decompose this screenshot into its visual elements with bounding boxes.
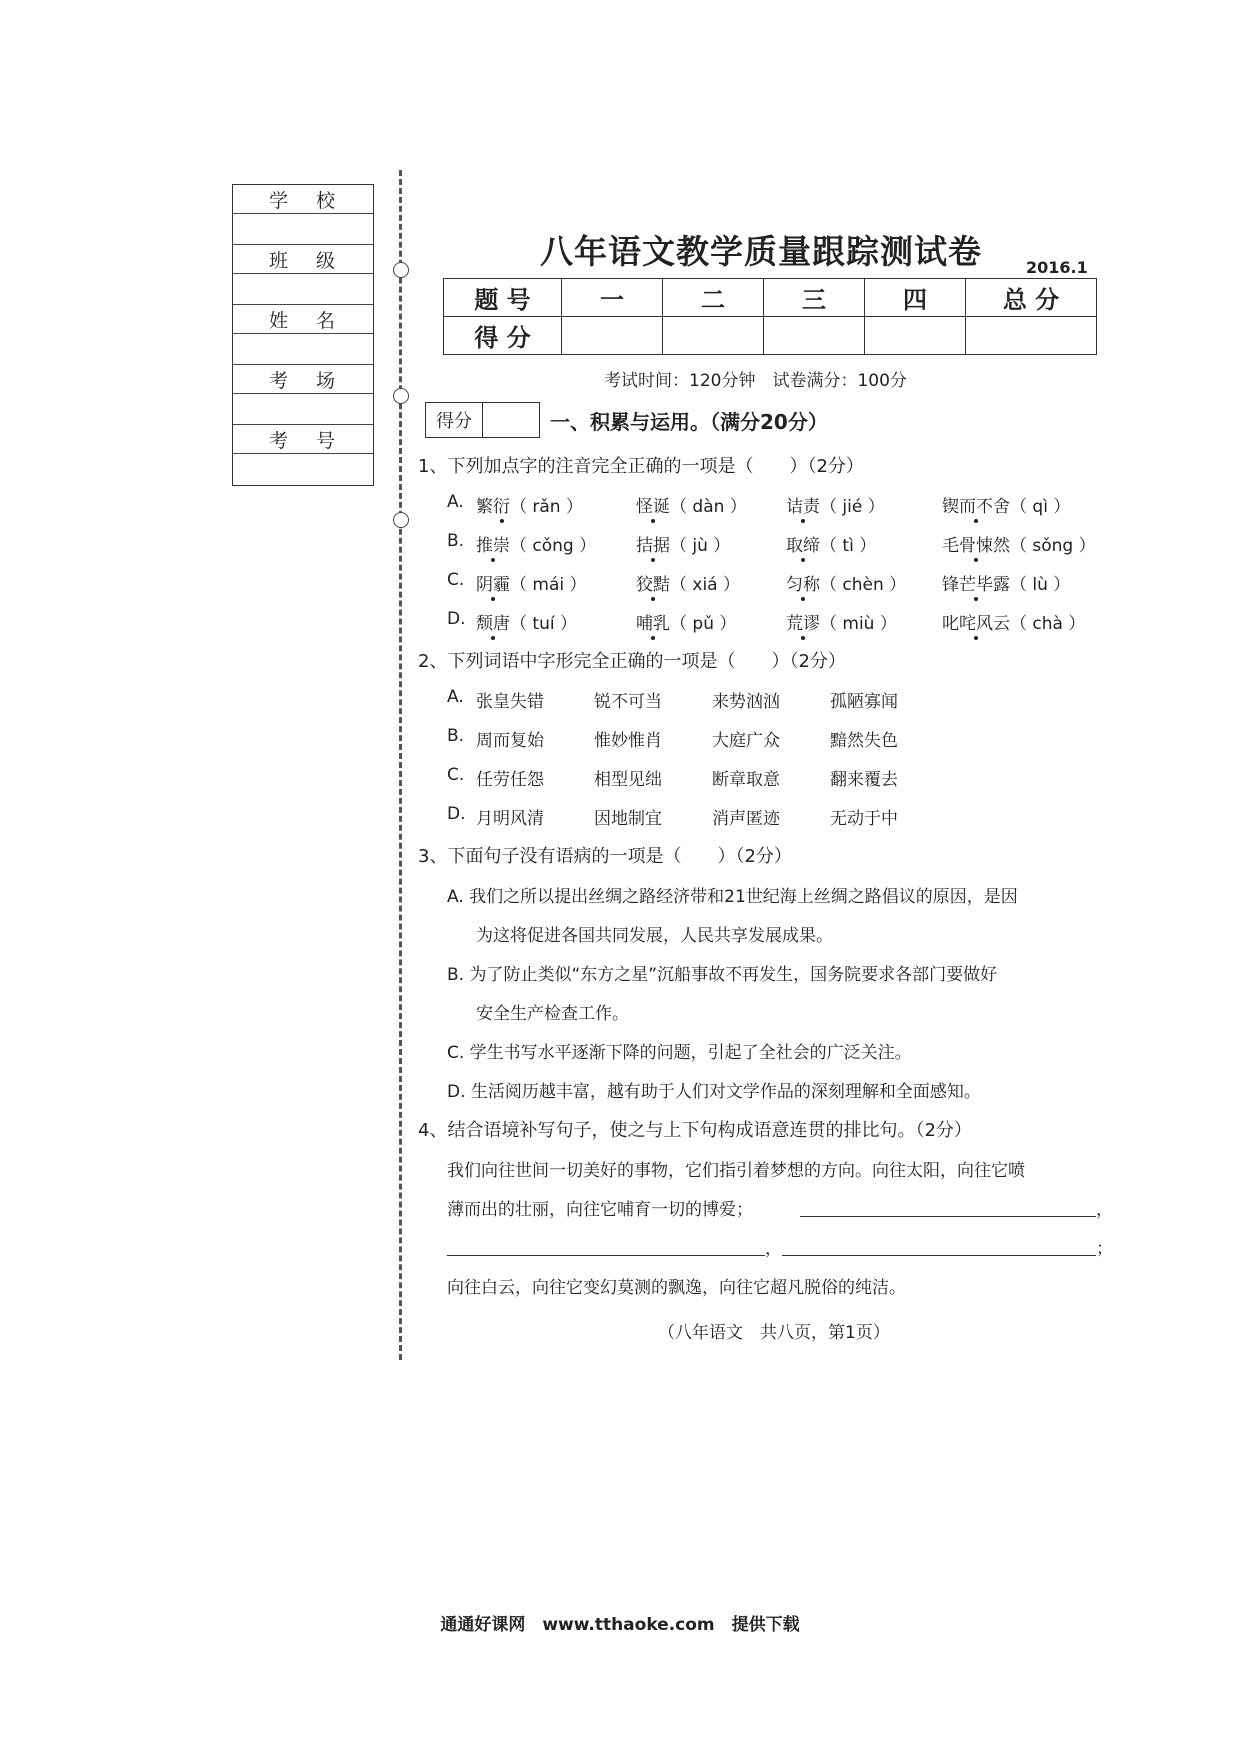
q1-option-c-letter: C. xyxy=(447,570,465,590)
q1-a2-text: 怪诞 xyxy=(636,497,670,517)
q1-b2-pinyin: （ jù ） xyxy=(670,536,731,556)
info-field-school[interactable] xyxy=(233,214,373,245)
q1-d-word-1 xyxy=(476,609,577,634)
q3-option-a-line-1: A. 我们之所以提出丝绸之路经济带和21世纪海上丝绸之路倡议的原因，是因 xyxy=(447,887,1018,907)
info-field-class[interactable] xyxy=(233,274,373,305)
score-cell-2[interactable] xyxy=(663,317,764,355)
q3-option-c: C. 学生书写水平逐渐下降的问题，引起了全社会的广泛关注。 xyxy=(447,1043,912,1063)
binding-hole-2 xyxy=(393,388,409,404)
q4-blank-2[interactable] xyxy=(447,1255,765,1256)
q2-c-letter: C. xyxy=(447,765,465,785)
section-score-box xyxy=(425,402,540,438)
q1-b4-text: 毛骨悚然 xyxy=(942,536,1010,556)
q2-a-word-2: 锐不可当 xyxy=(594,692,662,712)
q1-d-word-2 xyxy=(636,609,736,634)
q1-c-word-3 xyxy=(786,570,906,595)
q2-c-word-4: 翻来覆去 xyxy=(830,770,898,790)
q1-c4-text: 锋芒毕露 xyxy=(942,575,1010,595)
q2-b-letter: B. xyxy=(447,726,465,746)
student-info-table xyxy=(232,184,374,486)
score-col-3: 三 xyxy=(764,279,865,317)
q1-a3-pinyin: （ jié ） xyxy=(820,497,885,517)
q2-c-word-2: 相型见绌 xyxy=(594,770,662,790)
site-credit: 通通好课网 www.tthaoke.com 提供下载 xyxy=(440,1615,800,1635)
q1-c2-text: 狡黠 xyxy=(636,575,670,595)
exam-info: 考试时间：120分钟 试卷满分：100分 xyxy=(604,371,907,391)
score-col-total: 总 分 xyxy=(966,279,1097,317)
q3-stem: 3、下面句子没有语病的一项是（ ）（2分） xyxy=(418,846,792,867)
score-col-4: 四 xyxy=(865,279,966,317)
q1-a1-pinyin: （ rǎn ） xyxy=(510,497,583,517)
q1-a3-text: 诘责 xyxy=(786,497,820,517)
q2-stem: 2、下列词语中字形完全正确的一项是（ ）（2分） xyxy=(418,651,846,672)
section-title: 一、积累与运用。（满分20分） xyxy=(550,410,828,434)
info-label-room: 考场 xyxy=(233,365,373,394)
q1-a-word-4 xyxy=(942,492,1070,517)
q2-a-letter: A. xyxy=(447,687,464,707)
q1-b2-text: 拮据 xyxy=(636,536,670,556)
exam-date: 2016.1 xyxy=(1026,258,1088,277)
q1-c-word-1 xyxy=(476,570,587,595)
q2-a-word-4: 孤陋寡闻 xyxy=(830,692,898,712)
q1-a4-pinyin: （ qì ） xyxy=(1010,497,1071,517)
binding-hole-1 xyxy=(393,262,409,278)
score-col-2: 二 xyxy=(663,279,764,317)
score-col-1: 一 xyxy=(562,279,663,317)
score-cell-total[interactable] xyxy=(966,317,1097,355)
q4-comma-2: ， xyxy=(765,1239,782,1259)
q2-d-letter: D. xyxy=(447,804,466,824)
info-label-school: 学校 xyxy=(233,185,373,214)
q1-b4-pinyin: （ sǒng ） xyxy=(1010,536,1096,556)
q1-stem: 1、下列加点字的注音完全正确的一项是（ ）（2分） xyxy=(418,456,864,477)
q3-option-a-line-2: 为这将促进各国共同发展，人民共享发展成果。 xyxy=(476,926,833,946)
q1-b1-text: 推崇 xyxy=(476,536,510,556)
score-table-score-label: 得 分 xyxy=(444,317,562,355)
q1-c-word-4 xyxy=(942,570,1070,595)
section-score-field[interactable] xyxy=(483,403,539,437)
q1-c-word-2 xyxy=(636,570,740,595)
q1-a-word-1 xyxy=(476,492,583,517)
score-cell-1[interactable] xyxy=(562,317,663,355)
q1-d-word-4 xyxy=(942,609,1085,634)
q1-a-word-2 xyxy=(636,492,747,517)
q3-option-b-line-1: B. 为了防止类似“东方之星”沉船事故不再发生，国务院要求各部门要做好 xyxy=(447,965,998,985)
info-label-class: 班级 xyxy=(233,245,373,274)
q1-d-word-3 xyxy=(786,609,897,634)
q2-d-word-1: 月明风清 xyxy=(476,809,544,829)
q2-c-word-1: 任劳任怨 xyxy=(476,770,544,790)
info-label-number: 考号 xyxy=(233,425,373,454)
q1-b-word-4 xyxy=(942,531,1096,556)
q1-d3-pinyin: （ miù ） xyxy=(820,614,897,634)
score-cell-4[interactable] xyxy=(865,317,966,355)
q4-comma-1: ， xyxy=(1096,1200,1113,1220)
q1-b3-text: 取缔 xyxy=(786,536,820,556)
q1-d4-text: 叱咤风云 xyxy=(942,614,1010,634)
q2-b-word-4: 黯然失色 xyxy=(830,731,898,751)
q1-a4-text: 锲而不舍 xyxy=(942,497,1010,517)
q1-a-word-3 xyxy=(786,492,885,517)
exam-title: 八年语文教学质量跟踪测试卷 xyxy=(540,232,982,271)
score-cell-3[interactable] xyxy=(764,317,865,355)
q1-c1-pinyin: （ mái ） xyxy=(510,575,587,595)
q1-a2-pinyin: （ dàn ） xyxy=(670,497,747,517)
q1-c4-pinyin: （ lù ） xyxy=(1010,575,1071,595)
q1-d2-pinyin: （ pǔ ） xyxy=(670,614,737,634)
q2-b-word-1: 周而复始 xyxy=(476,731,544,751)
q1-option-b-letter: B. xyxy=(447,531,465,551)
q2-a-word-3: 来势汹汹 xyxy=(712,692,780,712)
q4-stem: 4、结合语境补写句子，使之与上下句构成语意连贯的排比句。（2分） xyxy=(418,1120,972,1141)
page-footer: （八年语文 共八页，第1页） xyxy=(658,1323,890,1343)
q1-c3-pinyin: （ chèn ） xyxy=(820,575,907,595)
info-label-name: 姓名 xyxy=(233,305,373,334)
q4-blank-3[interactable] xyxy=(782,1255,1096,1256)
q1-b-word-2 xyxy=(636,531,730,556)
q2-d-word-4: 无动于中 xyxy=(830,809,898,829)
q4-line-4: 向往白云，向往它变幻莫测的飘逸，向往它超凡脱俗的纯洁。 xyxy=(447,1278,906,1298)
q2-c-word-3: 断章取意 xyxy=(712,770,780,790)
q2-d-word-2: 因地制宜 xyxy=(594,809,662,829)
q1-d1-pinyin: （ tuí ） xyxy=(510,614,577,634)
score-table-header-label: 题 号 xyxy=(444,279,562,317)
binding-dashed-line xyxy=(399,170,402,1360)
binding-hole-3 xyxy=(393,512,409,528)
q1-c3-text: 匀称 xyxy=(786,575,820,595)
q1-d4-pinyin: （ chà ） xyxy=(1010,614,1086,634)
q1-b1-pinyin: （ cǒng ） xyxy=(510,536,597,556)
q4-blank-1[interactable] xyxy=(800,1216,1096,1217)
q4-semicolon: ； xyxy=(1096,1239,1113,1259)
q1-option-d-letter: D. xyxy=(447,609,466,629)
q2-b-word-2: 惟妙惟肖 xyxy=(594,731,662,751)
q3-option-d: D. 生活阅历越丰富，越有助于人们对文学作品的深刻理解和全面感知。 xyxy=(447,1082,981,1102)
q1-b-word-1 xyxy=(476,531,596,556)
q4-line-1: 我们向往世间一切美好的事物，它们指引着梦想的方向。向往太阳，向往它喷 xyxy=(447,1161,1025,1181)
info-field-room[interactable] xyxy=(233,394,373,425)
section-score-label: 得分 xyxy=(426,403,483,437)
q4-line-2: 薄而出的壮丽，向往它哺育一切的博爱； xyxy=(447,1200,753,1220)
q1-a1-plain: 繁 xyxy=(476,497,493,517)
q1-c2-pinyin: （ xiá ） xyxy=(670,575,741,595)
q3-option-b-line-2: 安全生产检查工作。 xyxy=(476,1004,629,1024)
info-field-name[interactable] xyxy=(233,334,373,365)
q2-b-word-3: 大庭广众 xyxy=(712,731,780,751)
q1-a1-text: 衍 xyxy=(493,497,510,517)
score-table xyxy=(443,278,1097,355)
q1-b-word-3 xyxy=(786,531,876,556)
q2-a-word-1: 张皇失错 xyxy=(476,692,544,712)
q1-option-a-letter: A. xyxy=(447,492,464,512)
q1-d3-text: 荒谬 xyxy=(786,614,820,634)
q1-d1-text: 颓唐 xyxy=(476,614,510,634)
q1-c1-text: 阴霾 xyxy=(476,575,510,595)
q1-b3-pinyin: （ tì ） xyxy=(820,536,877,556)
info-field-number[interactable] xyxy=(233,454,373,485)
q2-d-word-3: 消声匿迹 xyxy=(712,809,780,829)
q1-d2-text: 哺乳 xyxy=(636,614,670,634)
